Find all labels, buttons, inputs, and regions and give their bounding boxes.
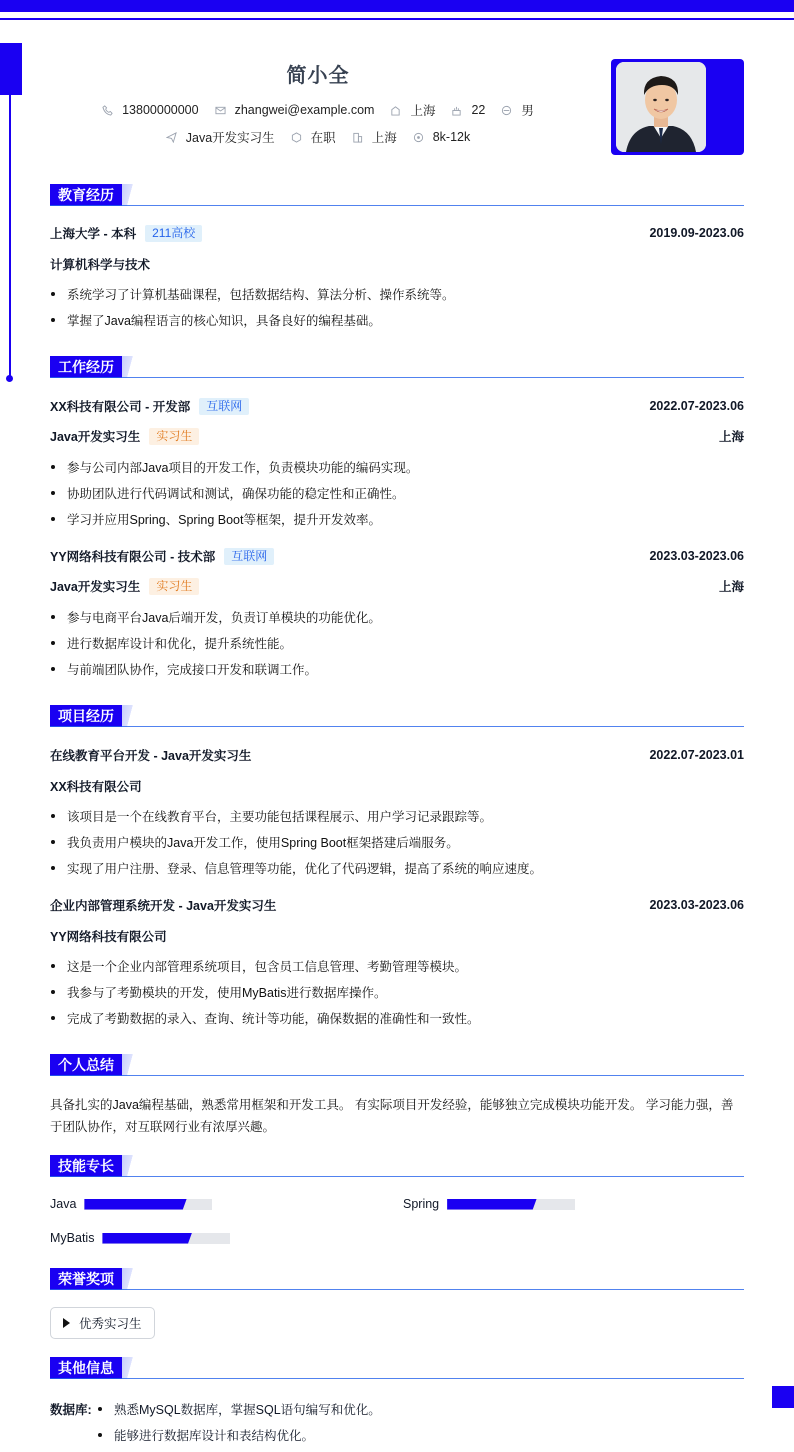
salary-item [413, 130, 471, 144]
target-position-item [166, 128, 275, 146]
project-header-row [50, 746, 744, 764]
skill-item [50, 1197, 212, 1211]
section-title-other: 其他信息 [50, 1357, 122, 1379]
phone-item [102, 103, 198, 117]
other-item: 熟悉MySQL数据库，掌握SQL语句编写和优化。 [98, 1400, 381, 1418]
section-title-skills: 技能专长 [50, 1155, 122, 1177]
section-title-projects: 项目经历 [50, 705, 122, 727]
other-label: 数据库: [50, 1403, 92, 1417]
phone-icon [102, 105, 113, 116]
target-position-value: Java开发实习生 [185, 131, 275, 145]
work-bullet: 参与公司内部Java项目的开发工作，负责模块功能的编码实现。 [50, 458, 744, 476]
bottom-accent-block [772, 1386, 794, 1408]
work-company: XX科技有限公司 - 开发部 [50, 400, 191, 414]
section-tail [122, 1155, 134, 1177]
education-bullet: 系统学习了计算机基础课程，包括数据结构、算法分析、操作系统等。 [50, 285, 744, 303]
school-tag: 211高校 [145, 225, 202, 242]
section-title-summary: 个人总结 [50, 1054, 122, 1076]
location-icon [390, 105, 401, 116]
project-company: YY网络科技有限公司 [50, 930, 167, 944]
section-tail [122, 705, 134, 727]
section-rule [50, 1378, 744, 1379]
top-accent-bar [0, 0, 794, 12]
section-tail [122, 1268, 134, 1290]
job-intent-row [0, 128, 636, 146]
gender-icon [501, 105, 512, 116]
work-date: 2023.03-2023.06 [649, 549, 744, 563]
work-company: YY网络科技有限公司 - 技术部 [50, 550, 216, 564]
section-tail [122, 184, 134, 206]
target-city-item [352, 128, 397, 146]
section-awards [50, 1268, 744, 1290]
contact-row [0, 101, 636, 119]
cake-icon [451, 105, 462, 116]
work-role-tag: 实习生 [149, 578, 199, 595]
section-rule [50, 377, 744, 378]
work-industry-tag: 互联网 [224, 548, 274, 565]
work-role-tag: 实习生 [149, 428, 199, 445]
work-role-row [50, 427, 744, 445]
section-title-work: 工作经历 [50, 356, 122, 378]
work-date: 2022.07-2023.06 [649, 399, 744, 413]
other-item: 能够进行数据库设计和表结构优化。 [98, 1426, 314, 1444]
work-bullet: 参与电商平台Java后端开发，负责订单模块的功能优化。 [50, 608, 744, 626]
section-rule [50, 1289, 744, 1290]
project-header-row [50, 896, 744, 914]
work-bullet: 学习并应用Spring、Spring Boot等框架，提升开发效率。 [50, 510, 744, 528]
skill-bar-fill [447, 1199, 537, 1210]
section-projects [50, 705, 744, 727]
section-tail [122, 1054, 134, 1076]
work-role-row [50, 577, 744, 595]
email-value: zhangwei@example.com [234, 103, 375, 117]
salary-value: 8k-12k [432, 130, 471, 144]
work-role: Java开发实习生 [50, 430, 141, 444]
work-bullet: 进行数据库设计和优化，提升系统性能。 [50, 634, 744, 652]
section-rule [50, 726, 744, 727]
section-title-awards: 荣誉奖项 [50, 1268, 122, 1290]
section-education [50, 184, 744, 206]
work-industry-tag: 互联网 [199, 398, 249, 415]
project-bullet: 完成了考勤数据的录入、查询、统计等功能，确保数据的准确性和一致性。 [50, 1009, 744, 1027]
work-role: Java开发实习生 [50, 580, 141, 594]
project-bullet: 这是一个企业内部管理系统项目，包含员工信息管理、考勤管理等模块。 [50, 957, 744, 975]
project-bullet: 该项目是一个在线教育平台，主要功能包括课程展示、用户学习记录跟踪等。 [50, 807, 744, 825]
skill-name: Java [50, 1197, 77, 1211]
education-bullet: 掌握了Java编程语言的核心知识，具备良好的编程基础。 [50, 311, 744, 329]
profile-photo [616, 62, 706, 152]
work-city: 上海 [718, 430, 744, 444]
project-bullet: 实现了用户注册、登录、信息管理等功能，优化了代码逻辑，提高了系统的响应速度。 [50, 859, 744, 877]
location-item [390, 101, 435, 119]
section-work [50, 356, 744, 378]
top-accent-line [0, 18, 794, 20]
section-title-education: 教育经历 [50, 184, 122, 206]
email-item [215, 103, 375, 117]
skill-bar-fill [102, 1233, 192, 1244]
section-rule [50, 205, 744, 206]
work-city: 上海 [718, 580, 744, 594]
section-tail [122, 1357, 134, 1379]
skill-item [50, 1231, 230, 1245]
award-chip[interactable] [50, 1307, 155, 1339]
education-header-row [50, 224, 744, 242]
status-item [291, 128, 336, 146]
project-name: 在线教育平台开发 - Java开发实习生 [50, 749, 252, 763]
section-rule [50, 1176, 744, 1177]
education-date: 2019.09-2023.06 [649, 226, 744, 240]
skill-bar [84, 1199, 212, 1210]
money-icon [413, 132, 424, 143]
mail-icon [215, 105, 226, 116]
project-name: 企业内部管理系统开发 - Java开发实习生 [50, 899, 277, 913]
skill-name: MyBatis [50, 1231, 95, 1245]
section-summary [50, 1054, 744, 1076]
work-bullet: 协助团队进行代码调试和测试，确保功能的稳定性和正确性。 [50, 484, 744, 502]
phone-value: 13800000000 [122, 103, 199, 117]
location-value: 上海 [410, 104, 436, 118]
section-rule [50, 1075, 744, 1076]
project-date: 2023.03-2023.06 [649, 898, 744, 912]
gender-value: 男 [521, 104, 534, 118]
work-header-row [50, 547, 744, 565]
candidate-name: 简小全 [286, 65, 350, 87]
award-name: 优秀实习生 [79, 1317, 142, 1331]
status-value: 在职 [310, 131, 336, 145]
project-company: XX科技有限公司 [50, 780, 142, 794]
left-timeline-dot [6, 375, 13, 382]
age-value: 22 [471, 103, 486, 117]
skill-item [403, 1197, 575, 1211]
target-city-value: 上海 [371, 131, 397, 145]
project-bullet: 我负责用户模块的Java开发工作，使用Spring Boot框架搭建后端服务。 [50, 833, 744, 851]
photo-frame [611, 59, 744, 155]
skill-bar [447, 1199, 575, 1210]
school-name: 上海大学 - 本科 [50, 227, 137, 241]
skill-bar [102, 1233, 230, 1244]
summary-text: 具备扎实的Java编程基础，熟悉常用框架和开发工具。 有实际项目开发经验，能够独立完成模块功能开发。 学习能力强，善于团队协作，对互联网行业有浓厚兴趣。 [50, 1098, 734, 1134]
building-icon [352, 132, 363, 143]
skill-name: Spring [403, 1197, 440, 1211]
send-icon [166, 132, 177, 143]
section-skills [50, 1155, 744, 1177]
section-tail [122, 356, 134, 378]
project-date: 2022.07-2023.01 [649, 748, 744, 762]
project-bullet: 我参与了考勤模块的开发，使用MyBatis进行数据库操作。 [50, 983, 744, 1001]
work-header-row [50, 397, 744, 415]
education-major: 计算机科学与技术 [50, 258, 151, 272]
work-bullet: 与前端团队协作，完成接口开发和联调工作。 [50, 660, 744, 678]
section-other [50, 1357, 744, 1379]
skill-bar-fill [84, 1199, 186, 1210]
play-triangle-icon [63, 1318, 70, 1328]
age-item [451, 103, 485, 117]
status-icon [291, 132, 302, 143]
gender-item [501, 101, 534, 119]
